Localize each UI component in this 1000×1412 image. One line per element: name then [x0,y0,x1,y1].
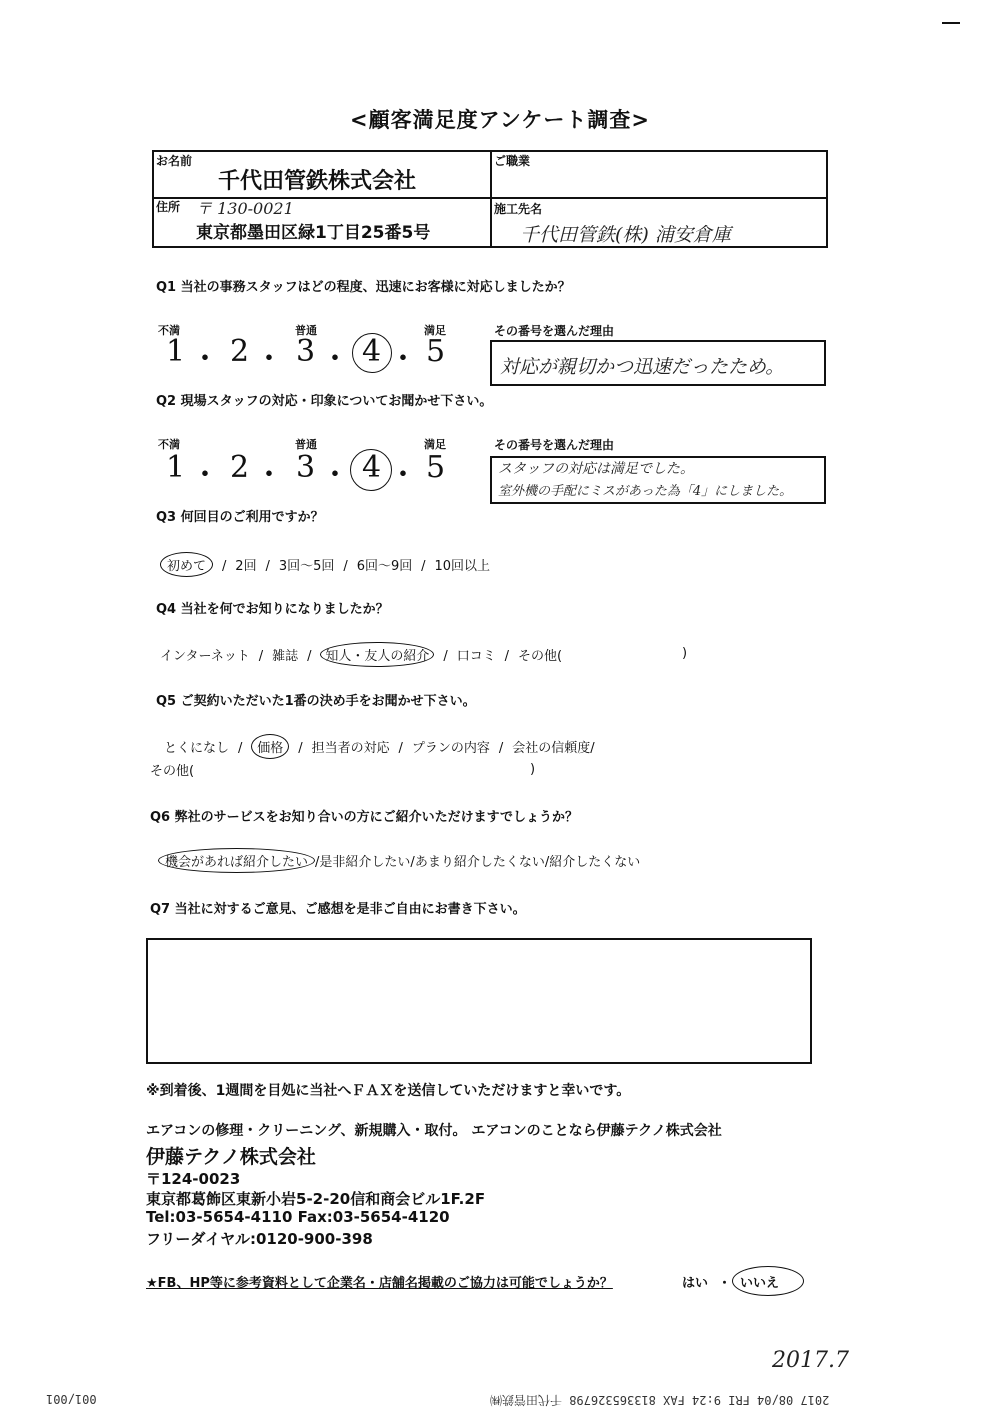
q4-option-word-of-mouth[interactable]: 口コミ [456,649,496,664]
consent-yes[interactable]: はい [682,1276,709,1291]
footer-note: ※到着後、1週間を目処に当社へＦＡＸを送信していただけますと幸いです。 [146,1083,631,1099]
q3-option-3to5[interactable]: 3回～5回 [278,559,335,574]
q4-option-other[interactable]: その他( [518,649,563,664]
q2-scale-3[interactable]: 3 [296,450,316,485]
q3-option-10plus[interactable]: 10回以上 [434,559,491,574]
q1-dot-2: ・ [254,342,284,377]
q1-reason-label: その番号を選んだ理由 [494,324,615,338]
consent-no[interactable]: いいえ [740,1276,780,1291]
q1-dot-1: ・ [190,342,220,377]
q5-option-other[interactable]: その他( [150,764,195,779]
q4-option-magazine[interactable]: 雑誌 [272,649,299,664]
footer-tagline: エアコンの修理・クリーニング、新規購入・取付。 エアコンのことなら伊藤テクノ株式会社 [146,1123,722,1139]
consent-dot: ・ [718,1276,732,1291]
q3-option-first[interactable]: 初めて [160,552,213,577]
q1-scale-1[interactable]: 1 [166,334,186,369]
q2-scale-2[interactable]: 2 [230,450,250,485]
consent-selected-circle [732,1266,804,1296]
q2-scale-5[interactable]: 5 [426,450,446,485]
q5-options: とくになし / 価格 / 担当者の対応 / プランの内容 / 会社の信頼度/ [164,734,595,759]
q5-option-price[interactable]: 価格 [251,734,289,759]
postal-code: 〒 130-0021 [196,199,294,218]
q2-dot-2: ・ [254,458,284,493]
q5-option-trust[interactable]: 会社の信頼度/ [512,741,595,756]
q4-question: Q4 当社を何でお知りになりましたか？ [156,602,389,617]
q1-scale-4[interactable]: 4 [362,334,382,369]
q2-mid-label: 普通 [295,438,317,451]
footer-free-dial: フリーダイヤル:0120-900-398 [146,1230,373,1248]
q3-option-6to9[interactable]: 6回～9回 [356,559,413,574]
q1-question: Q1 当社の事務スタッフはどの程度、迅速にお客様に対応しましたか？ [156,280,571,295]
q2-selected-circle [350,449,392,491]
name-label: お名前 [156,154,193,168]
q5-option-none[interactable]: とくになし [164,741,230,756]
address-value: 東京都墨田区緑1丁目25番5号 [196,223,431,243]
page-title: <顧客満足度アンケート調査> [350,108,650,132]
q1-dot-3: ・ [320,342,350,377]
q2-high-label: 満足 [424,438,446,451]
q4-option-referral[interactable]: 知人・友人の紹介 [320,642,434,667]
scan-edge-mark [942,22,960,24]
q5-option-staff[interactable]: 担当者の対応 [311,741,390,756]
footer-company: 伊藤テクノ株式会社 [146,1146,316,1168]
q6-option-not-much[interactable]: あまり紹介したくない [414,855,545,870]
q2-reason-line1: スタッフの対応は満足でした。 [498,461,694,477]
company-label: ご職業 [494,154,531,168]
q7-comment-box[interactable] [146,938,812,1064]
q2-dot-4: ・ [388,458,418,493]
q6-option-no[interactable]: 紹介したくない [549,855,641,870]
q1-scale-5[interactable]: 5 [426,334,446,369]
q6-options: 機会があれば紹介したい /是非紹介したい/あまり紹介したくない/紹介したくない [158,848,640,873]
q3-options: 初めて / 2回 / 3回～5回 / 6回～9回 / 10回以上 [160,552,490,577]
footer-tel-fax: Tel:03-5654-4110 Fax:03-5654-4120 [146,1208,450,1226]
address-label: 住所 [156,200,181,214]
q1-scale-2[interactable]: 2 [230,334,250,369]
q3-option-2[interactable]: 2回 [235,559,257,574]
q2-reason-line2: 室外機の手配にミスがあった為「4」にしました。 [498,484,793,499]
footer-postal: 〒124-0023 [146,1170,241,1188]
name-value: 千代田管鉄株式会社 [218,169,417,194]
q2-reason-label: その番号を選んだ理由 [494,438,615,452]
q2-dot-3: ・ [320,458,350,493]
q1-scale-3[interactable]: 3 [296,334,316,369]
q2-low-label: 不満 [158,438,180,451]
q6-option-definitely[interactable]: 是非紹介したい [319,855,411,870]
footer-consent-question: ★FB、HP等に参考資料として企業名・店舗名掲載のご協力は可能でしょうか？ [146,1276,613,1291]
q1-selected-circle [352,333,392,373]
q1-reason-text: 対応が親切かつ迅速だったため。 [500,356,785,378]
header-divider-vertical [490,150,492,248]
q1-mid-label: 普通 [295,324,317,337]
q6-option-if-chance[interactable]: 機会があれば紹介したい [158,848,315,873]
q2-scale-1[interactable]: 1 [166,450,186,485]
site-label: 施工先名 [494,202,543,216]
q4-options: インターネット / 雑誌 / 知人・友人の紹介 / 口コミ / その他( [160,642,562,667]
fax-header-left: 001/001 [46,1392,97,1406]
q3-question: Q3 何回目のご利用ですか？ [156,510,324,525]
q4-option-internet[interactable]: インターネット [160,649,250,664]
handwritten-date: 2017.7 [772,1348,849,1373]
q2-dot-1: ・ [190,458,220,493]
q7-question: Q7 当社に対するご意見、ご感想を是非ご自由にお書き下さい。 [150,902,526,917]
q2-scale-4[interactable]: 4 [362,450,382,485]
q1-dot-4: ・ [388,342,418,377]
q6-question: Q6 弊社のサービスをお知り合いの方にご紹介いただけますでしょうか？ [150,810,579,825]
q2-question: Q2 現場スタッフの対応・印象についてお聞かせ下さい。 [156,394,493,409]
footer-address: 東京都葛飾区東新小岩5-2-20信和商会ビル1F.2F [146,1190,486,1208]
q1-high-label: 満足 [424,324,446,337]
q1-low-label: 不満 [158,324,180,337]
site-value: 千代田管鉄(株) 浦安倉庫 [520,224,731,246]
q4-close-paren: ) [682,646,688,661]
q5-question: Q5 ご契約いただいた1番の決め手をお聞かせ下さい。 [156,694,476,709]
q5-option-plan[interactable]: プランの内容 [411,741,490,756]
fax-header-right: 2017 08/04 FRI 9:24 FAX 813365326798 千代田管鉄㈱ [490,1393,830,1407]
q5-close-paren: ) [530,762,536,777]
